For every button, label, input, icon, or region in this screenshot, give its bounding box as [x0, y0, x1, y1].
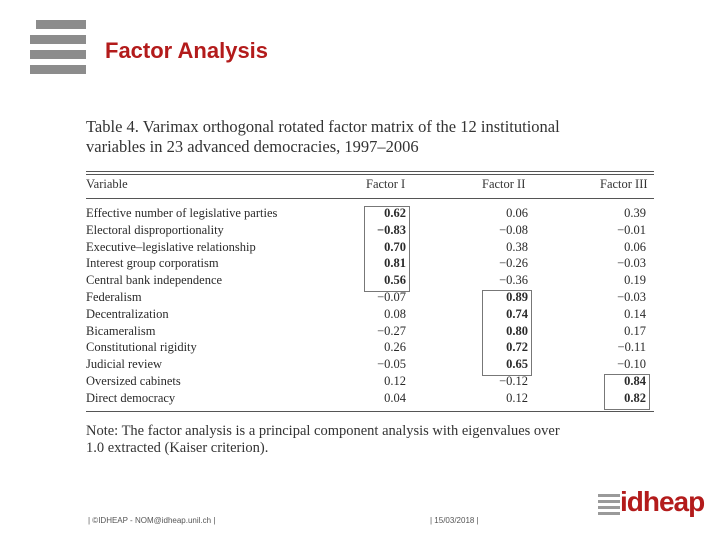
cell-factor-3: 0.82	[624, 390, 646, 405]
cell-variable: Electoral disproportionality	[86, 222, 224, 237]
cell-variable: Federalism	[86, 290, 142, 304]
cell-factor-2: 0.38	[506, 239, 528, 254]
top-rule-2	[86, 174, 654, 175]
table-figure	[86, 117, 656, 456]
cell-factor-3: −0.03	[617, 256, 646, 271]
cell-factor-3: 0.84	[624, 374, 646, 388]
cell-variable: Oversized cabinets	[86, 374, 181, 388]
cell-factor-1: 0.56	[384, 273, 406, 288]
cell-factor-2: 0.06	[506, 206, 528, 220]
header-rule	[86, 198, 654, 199]
cell-factor-2: −0.36	[499, 273, 528, 288]
col-header-factor-2: Factor II	[482, 177, 526, 191]
footer-copyright: | ©IDHEAP - NOM@idheap.unil.ch |	[88, 516, 216, 525]
logo-lines-icon	[598, 494, 620, 518]
cell-factor-3: −0.10	[617, 357, 646, 372]
cell-variable: Decentralization	[86, 306, 169, 321]
logo-text: idheap	[620, 486, 705, 517]
idheap-logo	[598, 486, 705, 522]
factor-1-highlight-box	[364, 206, 410, 292]
cell-factor-1: 0.70	[384, 239, 406, 254]
cell-factor-2: −0.12	[499, 374, 528, 388]
footer-date: | 15/03/2018 |	[430, 516, 479, 525]
cell-variable: Judicial review	[86, 357, 163, 372]
cell-variable: Interest group corporatism	[86, 256, 219, 271]
col-header-factor-3: Factor III	[600, 177, 648, 191]
cell-factor-3: −0.11	[617, 340, 646, 355]
cell-factor-1: −0.05	[377, 357, 406, 372]
table-row	[86, 307, 654, 324]
cell-factor-1: 0.26	[384, 340, 406, 355]
menu-bars-decoration	[30, 20, 86, 80]
caption-line-2: variables in 23 advanced democracies, 1997–2006	[86, 137, 419, 156]
table-row	[86, 340, 654, 357]
cell-factor-2: −0.08	[499, 222, 528, 237]
top-rule	[86, 171, 654, 172]
cell-factor-1: 0.12	[384, 374, 406, 388]
cell-factor-3: −0.01	[617, 222, 646, 237]
factor-3-highlight-box	[604, 374, 650, 410]
cell-factor-2: −0.26	[499, 256, 528, 271]
cell-factor-3: 0.17	[624, 323, 646, 338]
note-line-1: Note: The factor analysis is a principal component analysis with eigenvalues over	[86, 423, 560, 439]
cell-factor-3: −0.03	[617, 290, 646, 304]
table-row	[86, 374, 654, 391]
cell-factor-1: −0.83	[377, 222, 406, 237]
cell-factor-1: 0.81	[384, 256, 406, 271]
cell-factor-3: 0.14	[624, 306, 646, 321]
cell-factor-2: 0.65	[506, 357, 528, 372]
cell-variable: Direct democracy	[86, 390, 176, 405]
cell-factor-2: 0.72	[506, 340, 528, 355]
cell-factor-2: 0.74	[506, 306, 528, 321]
cell-variable: Constitutional rigidity	[86, 340, 197, 355]
cell-factor-3: 0.39	[624, 206, 646, 220]
cell-factor-1: −0.07	[377, 290, 406, 304]
cell-factor-1: 0.08	[384, 306, 406, 321]
col-header-variable: Variable	[86, 177, 128, 191]
note-line-2: 1.0 extracted (Kaiser criterion).	[86, 440, 269, 456]
cell-variable: Effective number of legislative parties	[86, 206, 278, 220]
cell-factor-2: 0.80	[506, 323, 528, 338]
cell-variable: Central bank independence	[86, 273, 223, 288]
slide-title: Factor Analysis	[105, 38, 269, 63]
cell-factor-1: 0.04	[384, 390, 406, 405]
cell-variable: Bicameralism	[86, 323, 156, 338]
cell-variable: Executive–legislative relationship	[86, 239, 256, 254]
cell-factor-1: −0.27	[377, 323, 406, 338]
table-note	[86, 423, 560, 457]
table-caption	[86, 117, 656, 157]
table-row	[86, 357, 654, 374]
table-row	[86, 324, 654, 341]
caption-line-1: Table 4. Varimax orthogonal rotated factor matrix of the 12 institutional	[86, 117, 560, 136]
factor-2-highlight-box	[482, 290, 532, 376]
table-row	[86, 290, 654, 307]
cell-factor-2: 0.89	[506, 290, 528, 304]
bottom-rule	[86, 411, 654, 412]
col-header-factor-1: Factor I	[366, 177, 406, 191]
cell-factor-2: 0.12	[506, 390, 528, 405]
cell-factor-1: 0.62	[384, 206, 406, 220]
table-row	[86, 391, 654, 408]
cell-factor-3: 0.19	[624, 273, 646, 288]
cell-factor-3: 0.06	[624, 239, 646, 254]
